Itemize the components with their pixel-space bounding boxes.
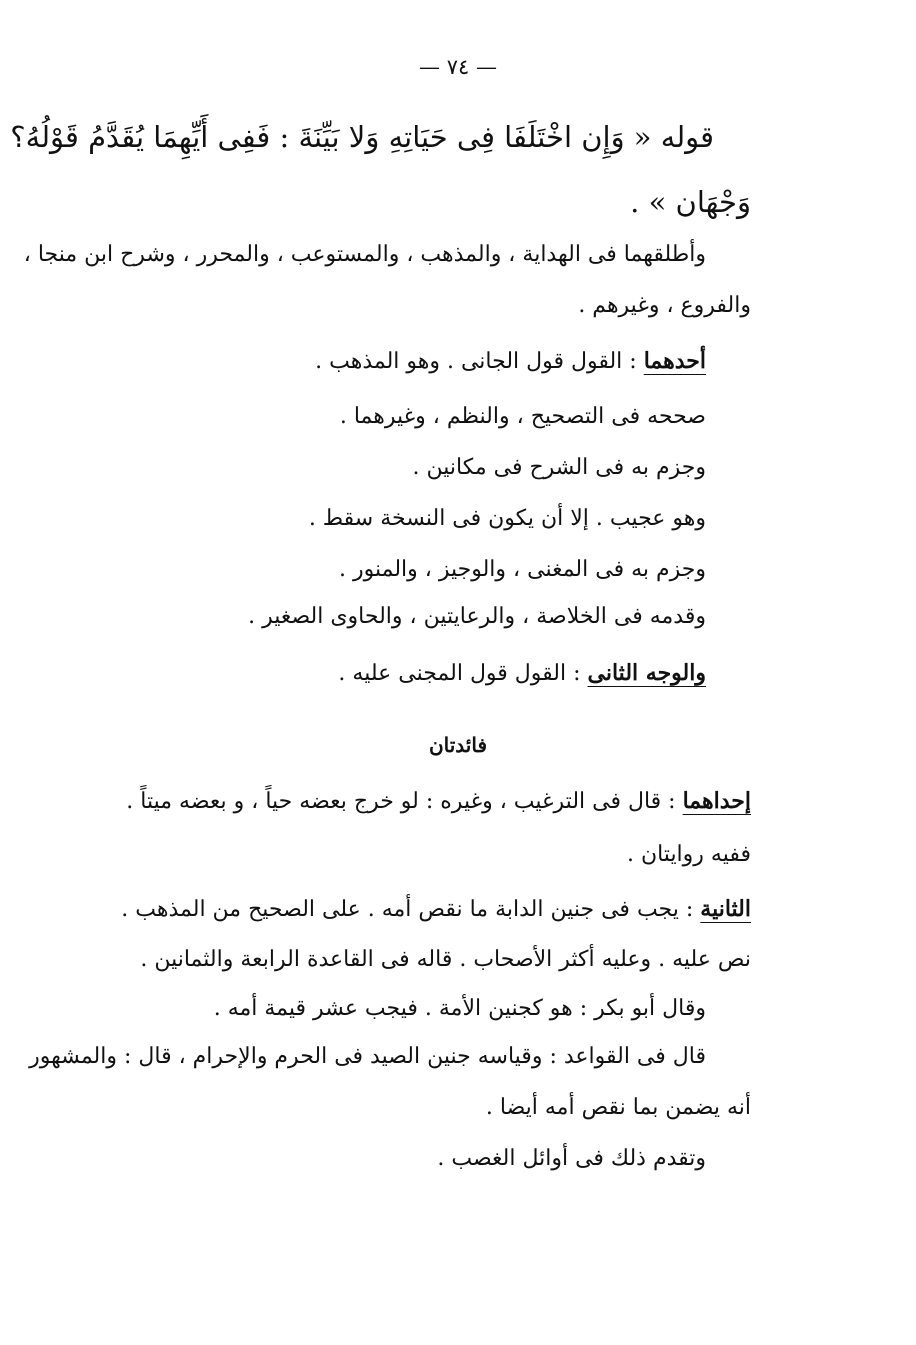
second-opinion [338,660,706,687]
text-line: وجزم به فى الشرح فى مكانين . [412,455,706,480]
para1-line-1: وأطلقهما فى الهداية ، والمذهب ، والمستوعب ، والمحرر ، وشرح ابن منجا ، [23,242,706,267]
second-opinion-text: : القول قول المجنى عليه . [338,661,581,686]
first-opinion [315,348,706,375]
text-line: وهو عجيب . إلا أن يكون فى النسخة سقط . [308,506,706,531]
para1-line-2: والفروع ، وغيرهم . [578,293,751,318]
text-line: وجزم به فى المغنى ، والوجيز ، والمنور . [339,557,706,582]
text-line: صححه فى التصحيح ، والنظم ، وغيرهما . [339,404,706,429]
section-title: فائدتان [428,733,488,757]
heading-line-1: قوله « وَإِن اخْتَلَفَا فِى حَيَاتِهِ وَلا بَيِّنَةَ : فَفِى أَيِّهِمَا يُقَدَّمُ قَوْلُهُ؟ [10,120,714,154]
text-line: وقال أبو بكر : هو كجنين الأمة . فيجب عشر قيمة أمه . [213,996,706,1021]
benefit-2-text: : يجب فى جنين الدابة ما نقص أمه . على الصحيح من المذهب . [121,897,694,922]
page-number: — ٧٤ — [419,55,497,79]
text-line: وقدمه فى الخلاصة ، والرعايتين ، والحاوى الصغير . [248,604,706,629]
benefit-1-text: : قال فى الترغيب ، وغيره : لو خرج بعضه حياً ، و بعضه ميتاً . [126,789,676,814]
final-line-2: أنه يضمن بما نقص أمه أيضا . [485,1095,751,1120]
benefit-1-line-2: ففيه روايتان . [626,842,751,867]
final-line-1: قال فى القواعد : وقياسه جنين الصيد فى الحرم والإحرام ، قال : والمشهور [29,1044,706,1069]
final-line-3: وتقدم ذلك فى أوائل الغصب . [437,1146,706,1171]
text-line: نص عليه . وعليه أكثر الأصحاب . قاله فى القاعدة الرابعة والثمانين . [140,947,751,972]
heading-line-2: وَجْهَان » . [630,185,751,219]
benefit-1 [126,788,751,815]
first-opinion-label: أحدهما [643,348,706,374]
second-opinion-label: والوجه الثانى [587,660,706,686]
benefit-1-label: إحداهما [682,788,751,814]
first-opinion-text: : القول قول الجانى . وهو المذهب . [315,349,637,374]
benefit-2 [121,896,751,923]
benefit-2-label: الثانية [700,896,751,922]
